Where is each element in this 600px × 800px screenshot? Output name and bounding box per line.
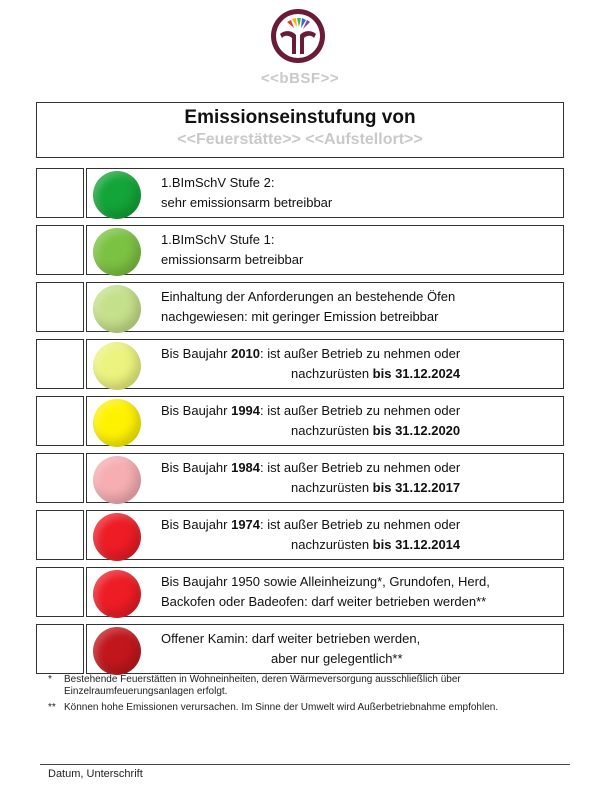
row-text-line2: Backofen oder Badeofen: darf weiter betrieben werden** — [161, 594, 487, 609]
guild-logo-icon — [270, 8, 326, 64]
page-title: Emissionseinstufung von — [184, 107, 416, 128]
emission-cell — [86, 339, 564, 389]
status-circle-icon — [93, 342, 141, 390]
row-year: 1974 — [231, 517, 261, 532]
status-circle-icon — [93, 171, 141, 219]
emission-cell — [86, 282, 564, 332]
row-year: 1984 — [231, 460, 261, 475]
footnote-mark: ** — [48, 702, 56, 713]
status-circle-icon — [93, 456, 141, 504]
emission-cell — [86, 453, 564, 503]
row-text-line2: nachzurüsten bis 31.12.2020 — [291, 423, 461, 438]
checkbox-cell[interactable] — [36, 282, 84, 332]
emission-row — [36, 567, 564, 617]
checkbox-cell[interactable] — [36, 567, 84, 617]
emission-cell — [86, 168, 564, 218]
emission-row — [36, 168, 564, 218]
checkbox-cell[interactable] — [36, 339, 84, 389]
row-text-line1: Bis Baujahr 1950 sowie Alleinheizung*, Grundofen, Herd, — [161, 574, 490, 589]
status-circle-icon — [93, 228, 141, 276]
emission-cell — [86, 510, 564, 560]
status-circle-icon — [93, 570, 141, 618]
row-date: bis 31.12.2014 — [372, 537, 461, 552]
footnote — [48, 702, 558, 714]
row-text-line2: nachzurüsten bis 31.12.2024 — [291, 366, 461, 381]
row-text-line1: Bis Baujahr 1984: ist außer Betrieb zu nehmen oder — [161, 460, 461, 475]
row-text-line1: Bis Baujahr 1994: ist außer Betrieb zu nehmen oder — [161, 403, 461, 418]
checkbox-cell[interactable] — [36, 453, 84, 503]
status-circle-icon — [93, 399, 141, 447]
row-text-line1: 1.BImSchV Stufe 1: — [161, 232, 275, 247]
status-circle-icon — [93, 513, 141, 561]
footnote-text: Können hohe Emissionen verursachen. Im Sinne der Umwelt wird Außerbetriebnahme empfohlen. — [64, 702, 499, 713]
emission-row — [36, 396, 564, 446]
checkbox-cell[interactable] — [36, 168, 84, 218]
checkbox-cell[interactable] — [36, 624, 84, 674]
status-circle-icon — [93, 627, 141, 675]
signature-line[interactable] — [40, 764, 570, 765]
row-year: 1994 — [231, 403, 261, 418]
emission-row — [36, 624, 564, 674]
emission-cell — [86, 225, 564, 275]
checkbox-cell[interactable] — [36, 510, 84, 560]
emission-row — [36, 225, 564, 275]
placeholder-subtitle: <<Feuerstätte>> <<Aufstellort>> — [177, 131, 423, 148]
emission-cell — [86, 624, 564, 674]
signature-label: Datum, Unterschrift — [48, 768, 143, 780]
placeholder-bbsf: <<bBSF>> — [260, 70, 340, 87]
row-date: bis 31.12.2020 — [372, 423, 461, 438]
emission-row — [36, 339, 564, 389]
emission-cell — [86, 396, 564, 446]
row-text-line1: 1.BImSchV Stufe 2: — [161, 175, 275, 190]
checkbox-cell[interactable] — [36, 396, 84, 446]
emission-row — [36, 510, 564, 560]
row-text-line2: aber nur gelegentlich** — [271, 651, 403, 666]
footnote — [48, 674, 558, 698]
footnote-mark: * — [48, 674, 52, 685]
row-text-line1: Einhaltung der Anforderungen an bestehende Öfen — [161, 289, 456, 304]
row-date: bis 31.12.2024 — [372, 366, 461, 381]
row-year: 2010 — [231, 346, 261, 361]
row-text-line2: emissionsarm betreibbar — [161, 252, 304, 267]
title-box — [36, 102, 564, 158]
checkbox-cell[interactable] — [36, 225, 84, 275]
status-circle-icon — [93, 285, 141, 333]
emission-row — [36, 282, 564, 332]
emission-row — [36, 453, 564, 503]
row-text-line1: Bis Baujahr 1974: ist außer Betrieb zu nehmen oder — [161, 517, 461, 532]
row-date: bis 31.12.2017 — [372, 480, 461, 495]
emission-cell — [86, 567, 564, 617]
row-text-line2: nachzurüsten bis 31.12.2017 — [291, 480, 461, 495]
row-text-line2: nachgewiesen: mit geringer Emission betreibbar — [161, 309, 439, 324]
footnotes — [48, 674, 558, 718]
row-text-line1: Bis Baujahr 2010: ist außer Betrieb zu nehmen oder — [161, 346, 461, 361]
row-text-line2: nachzurüsten bis 31.12.2014 — [291, 537, 461, 552]
row-text-line2: sehr emissionsarm betreibbar — [161, 195, 333, 210]
footnote-text: Bestehende Feuerstätten in Wohneinheiten, deren Wärmeversorgung ausschließlich über Einzelraumfeuerungsanlagen erfolgt. — [64, 674, 461, 697]
row-text-line1: Offener Kamin: darf weiter betrieben werden, — [161, 631, 421, 646]
